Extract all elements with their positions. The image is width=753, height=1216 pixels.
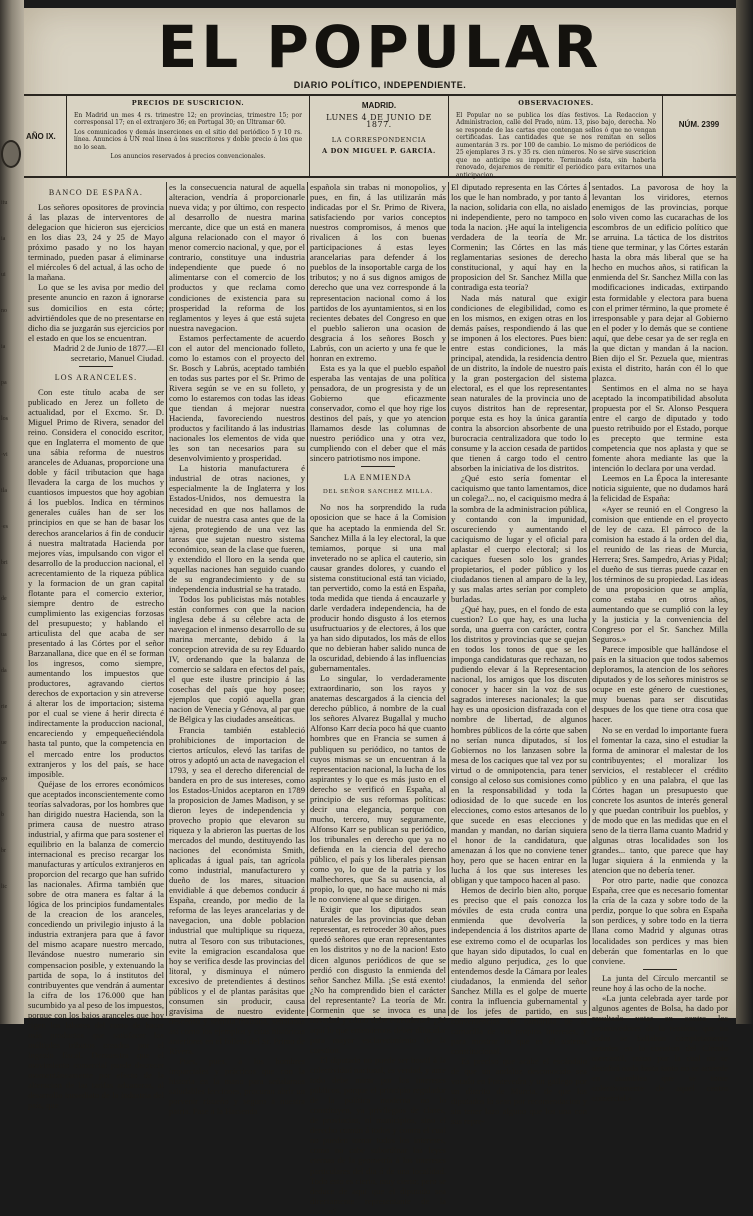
year-label: AÑO IX.	[26, 132, 56, 141]
text-column-2	[169, 182, 306, 1117]
prices-line: En Madrid un mes 4 rs. trimestre 12; en provincias, trimestre 15; por corresponsal 17; en el extranjero 36; en Portugal 30; en Ultramar 60.	[74, 111, 302, 126]
seal-mark	[1, 140, 21, 168]
article-paragraph: Estamos perfectamente de acuerdo con el autor del mencionado folleto, como lo estamos con el proyecto del Sr. Bosch y Labrús, aceptado también en todas sus partes por el Sr. Primo de Rivera según se ve en su folleto, y como lo estaremos con todas las ideas que tiendan á mejorar nuestra Hacienda, favoreciendo nuestros productos y facilitando á las industrias nacionales los elementos de vida que les son tan necesarios para su desenvolvimiento y prosperidad.	[169, 332, 305, 464]
article-paragraph: Lo singular, lo verdaderamente extraordinario, son los rayos y anatemas descargados á la ciencia del derecho público, á nombre de la cual los señores Alvarez Bugallal y mucho Alfonso Karr decía poco há que cuanto hombres que en Francia se sumen á publiquen su periódico, no tantos de cuyos mismas se un encuentran á la representacion nacional, la lucha de los aspirantes y lo que es más justo en el derecho se verificó en España, al principio de sus reformas políticas: decir una elegancia, porque con mucho, tercero, muy seguramente, Alfonso Karr se publican su periódico, los tribunales en derecho que ya no defienda en la ciencia del derecho público, el país y los liberales piensan como yo, lo que de la patria y los malhechores, que Sa su ausencia, al propio, lo que, no hace mucho ni más le no conviene al que se dirigen.	[310, 673, 446, 905]
adjacent-page-edge	[0, 0, 24, 1024]
newspaper-page	[24, 8, 736, 1216]
text-column-1	[28, 182, 164, 1111]
adjacent-page-text: b	[1, 812, 4, 818]
article-paragraph: «La junta celebrada ayer tarde por algunos agentes de Bolsa, ha dado por resultado votar en contra los promovedores de la reunion, que no todos se hallaban completamente acordes en la cuestion del Círculo mercantil, razon por la cual no se decidirá nada hasta tanto no se acuerde en asamblea que se tome colectivamente de aquel centro comercial.»	[592, 992, 728, 1104]
correspondence-label: LA CORRESPONDENCIA	[331, 135, 427, 144]
subscription-prices	[70, 96, 306, 176]
adjacent-page-text: ila	[1, 488, 7, 494]
article-paragraph: ¿Qué hay, pues, en el fondo de esta cuestion? Lo que hay, es una lucha sorda, una guerra con carácter, contra los distritos y provincias que se quejan en todos los tonos de que se les imponga candidaturas que rechazan, no pudiendo elevar á la Representacion nacional, los amigos que los discuten conocer y hacer sin la voz de sus sagrados intereses nacionales; la que hay es una oposicion disfrazada con el nombre de libertad, de algunos hombres públicos de la córte que saben no serían nunca diputados, sí los Gobiernos no los lanzasen sobre la mesa de los caciques que tal vez por su virtud o de omnipotencia, para tener consigo al celoso sus comisiones como en la responsabilidad y toda la odiosidad de lo que sucede en los elecciones, como estos artesanos de lo que sucede en esas elecciones y mandan y mandan, no darían siquiera el honor de la candidatura, que amenazan á los que no conviene tener hoy, pero que se hacen entrar en la lucha á los que sus intereses les obligan y que tampoco hacen al paso.	[451, 603, 587, 886]
adjacent-page-text: ·vi	[1, 452, 8, 458]
article-paragraph: El diputado representa en las Córtes á los que le han nombrado, y por tanto á la nacion, solidaria con ella, no aislado ni independiente, pero no tampoco en toda la nacion. ¡He aquí la inteligencia verdadera de la teoría de Mr. Cormenin; las Córtes en las más reglamentarias sesiones de derecho constitucional, y aquí hay en la proposicion del Sr. Sanchez Milla que contradiga esta teoría?	[451, 182, 587, 293]
article-paragraph: Lo que se les avisa por medio del presente anuncio en razon á ignorarse sus domicilios en esta córte; advirtiéndoles que de no presentarse en dicho dia se juzgarán sus ejercicios por el estado en que los se encuentran.	[28, 282, 164, 343]
article-paragraph: española sin trabas ni monopolios, y pues, en fin, á las utilizarán más indicadas por el Sr. Primo de Rivera, satisfaciendo por varios conceptos nuestros compromisos, á menos que rivalicen á los con buenas participaciones á estas leyes arancelarias para defender á los pueblos de la insoportable carga de los tributos; y no á sus dignos amigos de derecho que una vez corresponde á la representacion nacional como á los partidos de los ayuntamientos, si en los recientes debates del Congreso en que el pueblo salieron una ocasion de desgracia á los señores Bosch y Labrús, con un acierto y una fe que le honran en extremo.	[310, 182, 446, 363]
city: MADRID.	[361, 101, 397, 110]
article-paragraph: Los señores opositores de provincia á las plazas de interventores de delegacion que hicieron sus ejercicios en los dias 23, 24 y 25 de Mayo próximo pasado y no los hayan terminado, pueden pasar á eliminarse el miércoles 6 del actual, á las ocho de la mañana.	[28, 202, 164, 283]
article-paragraph: Es preciso que acabe el escándalo de que un andaluz desconocido sea votado en Pontevedra y un gallego por un distrito de Murcia, de que los diputados lo sean por recomendacion y sin tener lazo alguno que los una con sus repre-	[451, 1056, 587, 1127]
article-paragraph: El diputado no puede ser hostil á la colectividad nacional, es verdad, y ante todo debe mirar por los intereses públicos, porque el principio regulador de la política moderna no lo constituyen, ya privilegios de clases, de provincias, ni municipios, sino el derecho común á todos y contra el cual no pueden tomar todos los intereses, como no cabe subordinar las leyes eternas de la geometría á los intereses particulares del dia ó de una localidad. Todo esto es cierto, muy cierto; pero se deduce de aquí que el diputado sea directamente representante de la nacion?	[310, 1054, 446, 1216]
column-divider	[307, 182, 308, 1016]
article-paragraph: Parece imposible que hallándose el país en la situacion que todos sabemos deploramos, la atencion de los señores diputados y de los señores ministros se ocupe en este género de cuestiones, muy buenas para ser discutidas despues de los que tiene otra cosa que hacer.	[592, 644, 728, 725]
newspaper-title: EL POPULAR	[157, 13, 603, 81]
binding-shadow	[736, 0, 753, 1024]
section-rule	[643, 969, 677, 970]
adjacent-page-text: ia	[1, 344, 6, 350]
article-paragraph: ¿Qué esto sería fomentar el caciquismo que tanto lamentamos, dice un colega?... no, el caciquismo medra á la sombra de la administracion pública, y contando con la impunidad, oscureciendo y aumentando el caciquismo de lugar y el oficial para aplastar el cuerpo electoral; si los caciques fuesen solo los grandes propietarios, el poder público y los ciudadanos tienen al amparo de la ley, y sus malas artes serían por completo burladas.	[451, 473, 587, 604]
prices-line: Los comunicados y demás inserciones en el sitio del periódico 5 y 10 rs. línea. Anuncios á UN real línea á los suscritores y doble precio á los que no lo sean.	[74, 128, 302, 151]
article-paragraph: La historia manufacturera é industrial de otras naciones, y especialmente la de Inglaterra y los Estados-Unidos, nos demuestra la necesidad en que nos hallamos de cuidar de nuestra casa antes que de la ajena, protegiendo de una vez las tareas que sujetan nuestro sistema económico, sean de la clase que fueren, y extendido el lloro en la senda que aquellas naciones han seguido cuando de su engrandecimiento y de su independencia industrial se ha tratado.	[169, 463, 306, 594]
adjacent-page-text: ia	[1, 236, 6, 242]
article-paragraph: Sentimos en el alma no se haya aceptado la incompatibilidad absoluta propuesta por el Sr. Alonso Pesquera entre el cargo de diputado y todo puesto retribuido por el Estado, porque es precepto que termine esta competencia que nos aplasta y que se fomente ahora mediante las que la intención lo declara por una verdad.	[592, 382, 728, 474]
article-paragraph: Francia también estableció prohibiciones de importacion de ciertos artículos, elevó las tarifas de otros y adoptó un acta de navegacion el 1793, y sea el derecho diferencial de bandera en pro de sus intereses, como los Estados-Unidos aceptaron en 1789 la proposicion de James Madison, y se dieron leyes de independencia y provecho propio que elevaron su riqueza y la abrieron las puertas de los mercados del mundo, destituyendo las naciones del económista Smith, aplicadas á igual país, tan agrícola como industrial, manufacturero y dueño de los mares, situacion envidiable á que debemos conducir á España, creando, por medio de la reforma de las leyes arancelarias y de navegacion, una doble poblacion industrial que multiplique su riqueza, nutra al Tesoro con sus tributaciones, evite la emigracion escandalosa que hoy se verifica desde las provincias del litoral, y disminuya el número excesivo de pretendientes á destinos públicos y el de plantas parásitas que consumen sin producir, causa gravísima de nuestro evidente descenso y semilla malsana, señaladas así como los ejemplos y citas históricas anteriores en el folleto del Sr. Primo de Rivera.	[169, 724, 305, 1057]
issue-number: NÚM. 2399	[678, 120, 720, 129]
prices-line: Los anuncios reservados á precios convencionales.	[110, 153, 266, 160]
text-column-3	[310, 182, 446, 1216]
adjacent-page-text: pa	[1, 380, 7, 386]
article-paragraph: Esta es ya la que el pueblo español esperaba las ventajas de una política pensadora, de un progresista y de un Gobierno que eficazmente conservador, como el que hoy rige los destinos del país, y que yo atencion llamamos desde las columnas de nuestro periódico una y otra vez, cumpliendo con el deber que el más sincero patriotismo nos impone.	[310, 362, 446, 464]
adjacent-page-text: rie	[1, 704, 8, 710]
article-signature: Madrid 2 de Junio de 1877.—El secretario, Manuel Ciudad.	[53, 342, 164, 363]
article-paragraph: La junta del Círculo mercantil se reune hoy á las ocho de la noche.	[592, 972, 728, 993]
adjacent-page-text: no	[1, 308, 7, 314]
article-paragraph: sentados. La pavorosa de hoy la levantan los viridores, eternos enemigos de las provincias, porque solo viven como las cucarachas de los escombros de un edificio político que se arruina. La táctica de los distritos tiene que terminar, y las Córtes estarán hasta la obra más liberal que se ha hecho en muchos años, si ratifican la enmienda del Sr. Sanchez Milla con las modificaciones indicadas, extirpando esta formidable y electora para buena con el primer término, la que promete é irresponsable y para dejar al Gobierno en el poder y lo demás que se contiene aquí, que debe cesar ya de ser regla en la que dictan y mandan á la nacion. Bien dijo el Sr. Pezuela que, mientras exista el distrito, harán con él lo que plazca.	[592, 182, 729, 383]
adjacent-page-text: bri	[1, 560, 8, 566]
article-paragraph: Leemos en La Época la interesante noticia siguiente, que no dudamos hará la felicidad de España:	[592, 473, 728, 504]
text-column-5	[592, 182, 729, 1104]
article-paragraph: Por otro parte, nadie que conozca España, cree que es necesario fomentar la cría de la caza y sobre todo de la perdiz, porque lo que sobra en España son perdices, y sobre todo en la tierra llana como Madrid y algunas otras localidades son perdices y mas bien deberán que fomentarlas en lo que conviene.	[592, 875, 728, 966]
article-paragraph: Todos los publicistas más notables están conformes con que la nacion inglesa debe á su célebre acta de navegacion el inmenso desarrollo de su marina mercante, debido á la concepcion atrevida de su rey Eduardo IV, ordenando que la balanza de comercio se saldara en efectos del país, el que este ilustre principio á las cosechas del país que hoy posee; ejemplos que copió aquella gran nacion de Venecia y Génova, al par que de Bélgica y las ciudades anseáticas.	[169, 593, 305, 725]
column-divider	[166, 182, 167, 1016]
article-heading: LOS ARANCELES.	[54, 372, 138, 382]
adjacent-page-text: da	[1, 668, 7, 674]
article-paragraph: No se en verdad lo importante fuera el fomentar la caza, sino el estudiar la forma de aminorar el malestar de los contribuyentes; el moralizar los servicios, el restablecer el crédito público y en una palabra, el que las Córtes hagan un presupuesto que concrete los asuntos de interés general y que puedan contribuir los pueblos, y de modo que en las medidas que en el seno de la tierra llama cuanto Madrid y algunas otras localidades son los grandes... tanto, que parece que hay lugar siquiera á la enmienda y la atencion que no debería tener.	[592, 724, 728, 876]
newspaper-subtitle: DIARIO POLÍTICO, INDEPENDIENTE.	[293, 80, 467, 90]
adjacent-page-text: los	[1, 416, 9, 422]
adjacent-page-text: de	[1, 596, 7, 602]
article-paragraph: No nos ha sorprendido la ruda oposicion que se hace á la Comision que ha aceptado la enmienda del Sr. Sanchez Milla á la ley electoral, la que temiamos, porque si una mal inveterado no se aplica el cauterio, sin causar grandes dolores, y cuando el sistema constitucional está tan viciado, tan pervertido, como la está en España, toda medida que tienda á encauzarle y darle verdadera independencia, ha de producir hondo disgusto á los eternos usufructuarios y de electores, á los que ya han sido diputados, los más de ellos que no debieran haber salido nunca de la oscuridad, debiendo á las influencias gubernamentales.	[310, 502, 446, 674]
observations	[452, 96, 660, 179]
article-paragraph: Exigir que los diputados sean naturales de las provincias que deban representar, es retroceder 30 años, pues quedó señores que eran representantes en los distritos y no de la nacion! Esto dicen algunos periódicos de que se perdió con disgusto la enmienda del señor Sanchez Milla. ¡Se está exento! ¿No ha comprendido bien el carácter del representante? La teoría de Mr. Cormenin que se invoca es una novedad y cómo debe entenderse? ¿Sé aquí lo que entendemos deber dilucidar para mayor esclarecimiento de la cuestion.	[310, 904, 446, 1055]
adjacent-page-text: ua	[1, 632, 7, 638]
correspondence-recipient: A DON MIGUEL P. GARCÍA.	[322, 147, 436, 155]
adjacent-page-text: br	[1, 848, 6, 854]
article-paragraph: Hemos de decirlo bien alto, porque es preciso que el país conozca los móviles de esta cruda contra una enmienda que devolvería la independencia á los distritos aparte de ese extremo como el de ocuparlas los que hayan sido diputados, lo cual en medio alguno perjudica, ¿es lo que entendemos desde la Cámara por leales ciudadanos, la enmienda del señor Sanchez Milla es el golpe de muerte contra la influencia gubernamental y de los jefes de partido, en sus conveniencias de camarilla de la camarilla de sus propios intereses, y para mostrar lo que es el sistema constitucional.	[451, 885, 587, 1057]
article-paragraph: Nada más natural que exigir condiciones de elegibilidad, como es en los mismos, en exigen otras en los demás países, respondiendo á las que se imponen á los electores. Pues bien: entre estas condiciones, la más principal, atendida, la residencia dentro de un distrito, la índole de nuestro país y la gran postergacion del sistema electoral, es el que los representantes sean naturales de la provincia uno de cuyos distritos han de representar, porque esta es hoy la única garantía contra la absorcion absorbente de una burocracia centralizadora que todo lo consume y la accion cesada de partidos que tienen á cargo todo el centro absorben la iniciativa de los distritos.	[451, 292, 587, 474]
article-paragraph: es la consecuencia natural de aquella alteracion, vendría á proporcionarle nueva vida; y por último, con respecto al desarrollo de nuestra marina mercante, dice que un está en manera alguna relacionado con el mayor ó menor comercio nacional, y que, por el contrario, constituye una industria independiente que puede ó no alimentarse con el comercio de los productos y que reclama como condiciones de existencia para su prosperidad la reforma de los reglamentos y leyes á que está sujeta nuestra navegacion.	[169, 182, 305, 333]
adjacent-page-text: go	[1, 776, 7, 782]
article-subheading: DEL SEÑOR SANCHEZ MILLA.	[323, 488, 433, 496]
article-paragraph: Quéjase de los errores económicos que aceptados inconscientemente como teorías salvadoras, por los hombres que han dirigido nuestra Hacienda, son la primera causa de nuestro atraso industrial, y afirma que para sostener el equilibrio en la balanza de comercio internacional es preciso recargar los manufacturas y artículos extranjeros en proporcion del recargo que han sufrido las nacionales. Afirma también que sobre de otra manera es faltar á la lógica de los principios fundamentales de la creacion de los aranceles, concediendo un privilegio injusto á la industria extranjera para que á favor del mismo acapare nuestro mercado, llevándose nuestro numerario sin compensacion posible, y extenuando la partida de sopa, lo á institutos del contribuyentes que vendrán á aumentar la cifra de los 176.000 que han sucumbido ya al peso de los impuestos, porque con los bajos aranceles que hoy rigen los labores del ramo de hacer más productos que satisfacer los múltiples tributos creados por el ingenio fiscal. Demuestra que el movimiento comercial puede decrecer momentáneamente por efecto de la alteracion de las tarifas aduaneras, al desarrollo inmediato de la industria del país, que	[28, 778, 164, 1111]
issue-date: LUNES 4 DE JUNIO DE 1877.	[326, 112, 432, 129]
article-heading: LA ENMIENDA	[343, 473, 413, 483]
article-columns	[28, 182, 732, 1216]
article-paragraph: «Ayer se reunió en el Congreso la comision que entiende en el proyecto de ley de caza. El párroco de la comision ha estado á la orden del dia, el reunido de las rieas de Murcia, Herrera; Sres. Sampedro, Arias y Pidal; el dueño de sus tierras puede cazar en los términos de su propiedad. Las ideas de una proposicion que se amplía, como estaba en otros años, aumentando que se cumplió con la ley y la justicia y la conveniencia del Congreso por el Sr. Sanchez Milla Seguros.»	[592, 503, 728, 645]
article-paragraph: Con este título acaba de ser publicado en Jerez un folleto de actualidad, por el Excmo. Sr. D. Miguel Primo de Rivera, senador del reino. Considera el conocido escritor, que en Inglaterra el momento de que una sábia reforma de nuestros aranceles de Aduanas, proporcione una doble y fácil tributacion que haga llevadera la carga de los muchos y cuantiosos impuestos que hoy agobian á los pueblos. Indica en términos generales cuáles han de ser los principios en que se han de basar los derechos arancelarios á fin de conducir á nuestra maltratada Hacienda por mejores vías, impulsando con vigor el desarrollo de la produccion nacional, el acrecentamiento de la riqueza pública y la formacion de un gran capital flotante para el comercio exterior, siempre dentro de estrecho cumplimiento las exigencias forzosas del presupuesto; y hablando el articulista del que acaba de ser presentado á las Córtes por el señor Barzanallana, dice que en él se forman los ingresos, como siempre, aumentando los impuestos que productores, agravando ciertos derechos de exportacion y sin atreverse á alterar los de importacion; sistema por el cual se viene á herir directa é indirectamente la produccion nacional, encareciendo y empequeñeciéndola hasta tal punto, que la competencia en el mercado entre los productos extranjeros y los del país, se hace imposible.	[28, 386, 164, 779]
info-band	[24, 94, 736, 178]
adjacent-page-text: itu	[1, 200, 8, 206]
text-column-4	[451, 182, 587, 1127]
adjacent-page-text: ui	[1, 272, 6, 278]
column-divider	[589, 182, 590, 1016]
prices-title: PRECIOS DE SUSCRICION.	[131, 99, 245, 107]
date-block	[312, 96, 446, 176]
masthead	[24, 8, 736, 100]
adjacent-page-text: ·es	[1, 524, 8, 530]
observations-text: El Popular no se publica los días festivos. La Redaccion y Administracion, calle del Prado, núm. 13, piso bajo, derecha. No se responde de las cartas que contengan sellos ó que no vengan certificadas. Las cantidades que se nos remitan en sellos aumentarán 3 rs. por 100 de cambio. Lo mismo de periódicos de 25 ejemplares 3 rs. y 35 rs. cien números. No se sirve suscricion que no anticipe su importe. Terminada ésta, sin haberla renovado, dejaremos de remitir el periódico para evitarnos una anticipacion.	[456, 111, 656, 179]
section-rule	[79, 366, 113, 367]
column-divider	[448, 182, 449, 1016]
adjacent-page-text: lic	[1, 884, 7, 890]
article-heading: BANCO DE ESPAÑA.	[48, 188, 144, 197]
observations-title: OBSERVACIONES.	[518, 99, 594, 107]
section-rule	[361, 466, 395, 467]
article-paragraph: Pues, pues, á los hombres imparciales y prácticos que con la historia en la mano para señalarnos saludables lecciones, procuran abrir un porvenir risueño y seguro á nuestra patria. Pase á la Hacienda	[169, 1056, 305, 1117]
adjacent-page-text: ue	[1, 740, 7, 746]
